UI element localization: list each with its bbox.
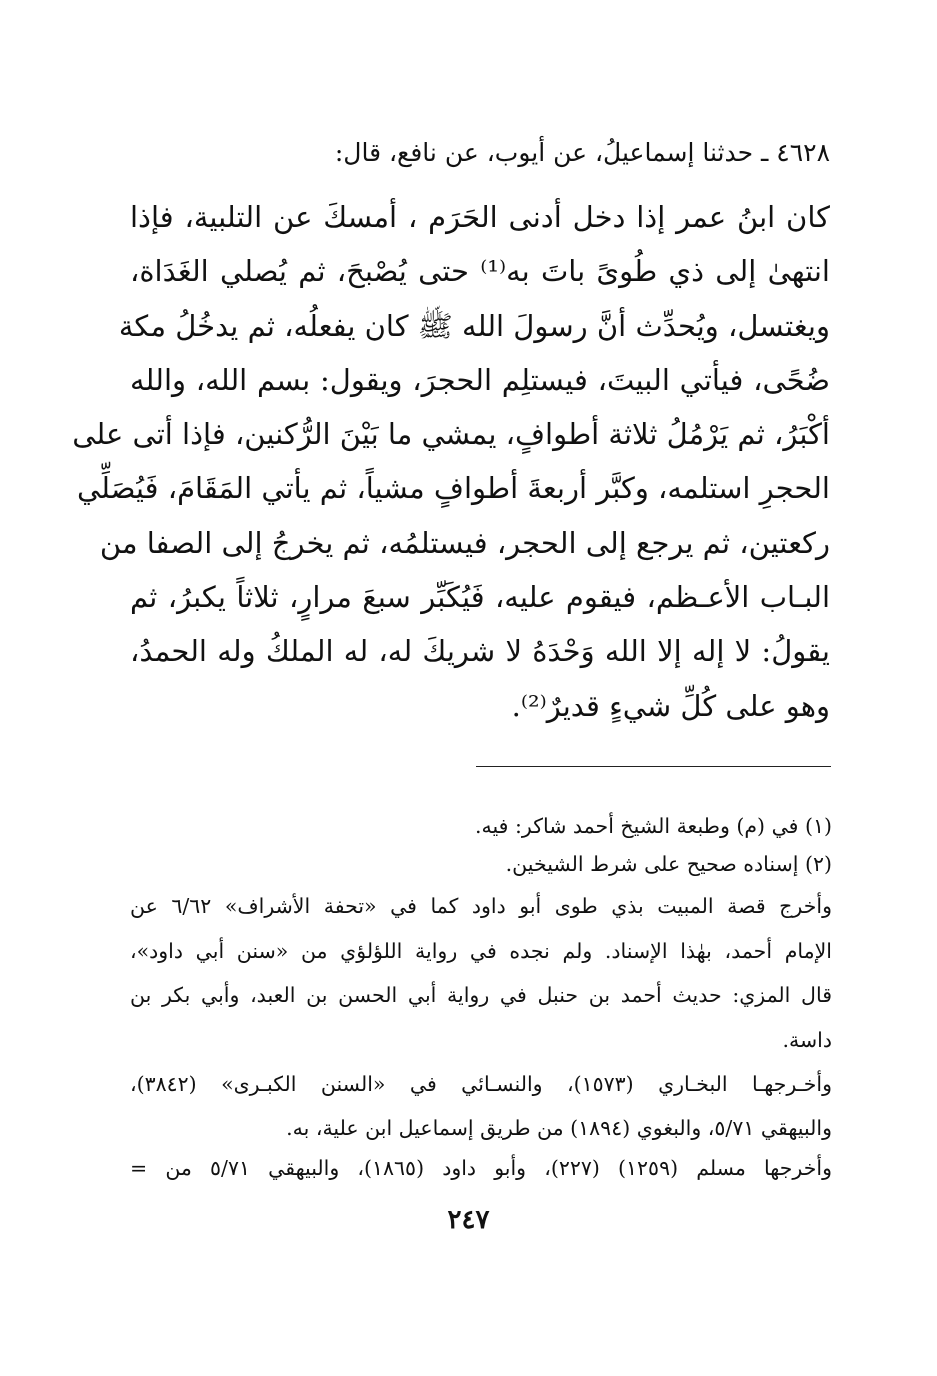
- hadith-line-6: الحجرِ استلمه، وكبَّر أربعةَ أطوافٍ مشياً، ثم يأتي المَقَامَ، فَيُصَلِّي: [76, 471, 830, 506]
- footnote-paragraph-1: [130, 884, 832, 1062]
- footnote-line: وأخرج قصة المبيت بذي طوى أبو داود كما في «تحفة الأشراف» ٦/٦٢ عن: [130, 894, 832, 918]
- footnote-line: الإمام أحمد، بهٰذا الإسناد. ولم نجده في رواية اللؤلؤي من «سنن أبي داود»،: [130, 938, 832, 963]
- hadith-line-3: ويغتسل، ويُحدِّث أنَّ رسولَ الله ﷺ كان يفعلُه، ثم يدخُلُ مكة: [118, 308, 830, 343]
- hadith-line-2: انتهىٰ إلى ذي طُوىً باتَ به⁽¹⁾ حتى يُصْبحَ، ثم يُصلي الغَدَاة،: [130, 254, 830, 289]
- footnote-line: وأخرجها مسلم (١٢٥٩) (٢٢٧)، وأبو داود (١٨٦٥)، والبيهقي ٥/٧١ من =: [130, 1156, 832, 1180]
- hadith-line-8: البـاب الأعـظم، فيقوم عليه، فَيُكَبِّر سبعَ مرارٍ، ثلاثاً يكبرُ، ثم: [130, 580, 830, 615]
- hadith-line-4: ضُحًى، فيأتي البيتَ، فيستلِم الحجرَ، ويقول: بسم الله، والله: [130, 362, 830, 397]
- footnote-paragraph-2: [130, 1062, 832, 1150]
- footnote-2: (٢) إسناده صحيح على شرط الشيخين.: [505, 852, 832, 876]
- footnote-line: قال المزي: حديث أحمد بن حنبل في رواية أبي الحسن بن العبد، وأبي بكر بن: [130, 983, 832, 1007]
- hadith-line-5: أكْبَرُ، ثم يَرْمُلُ ثلاثة أطوافٍ، يمشي ما بَيْنَ الرُّكنين، فإذا أتى على: [72, 417, 830, 452]
- footnote-line: والبيهقي ٥/٧١، والبغوي (١٨٩٤) من طريق إسماعيل ابن علية، به.: [286, 1116, 832, 1140]
- footnote-separator: [476, 766, 831, 767]
- hadith-line-7: ركعتين، ثم يرجع إلى الحجر، فيستلمُه، ثم يخرجُ إلى الصفا من: [99, 525, 830, 560]
- hadith-line-10: وهو على كُلِّ شيءٍ قديرٌ⁽²⁾.: [511, 688, 830, 723]
- footnote-line: داسة.: [782, 1027, 832, 1052]
- hadith-header: ٤٦٢٨ ـ حدثنا إسماعيلُ، عن أيوب، عن نافع، قال:: [334, 138, 830, 167]
- footnote-1: (١) في (م) وطبعة الشيخ أحمد شاكر: فيه.: [474, 814, 832, 838]
- hadith-line-1: كان ابنُ عمر إذا دخل أدنى الحَرَم ، أمسكَ عن التلبية، فإذا: [130, 200, 830, 234]
- page-number: ٢٤٧: [447, 1205, 490, 1235]
- hadith-line-9: يقولُ: لا إله إلا الله وَحْدَهُ لا شريكَ له، له الملكُ وله الحمدُ،: [130, 634, 830, 669]
- hadith-text: [72, 190, 830, 733]
- footnote-line: وأخـرجهـا البخـاري (١٥٧٣)، والنسـائي في «السنن الكبـرى» (٣٨٤٢)،: [130, 1072, 833, 1096]
- footnote-paragraph-3: [130, 1148, 832, 1188]
